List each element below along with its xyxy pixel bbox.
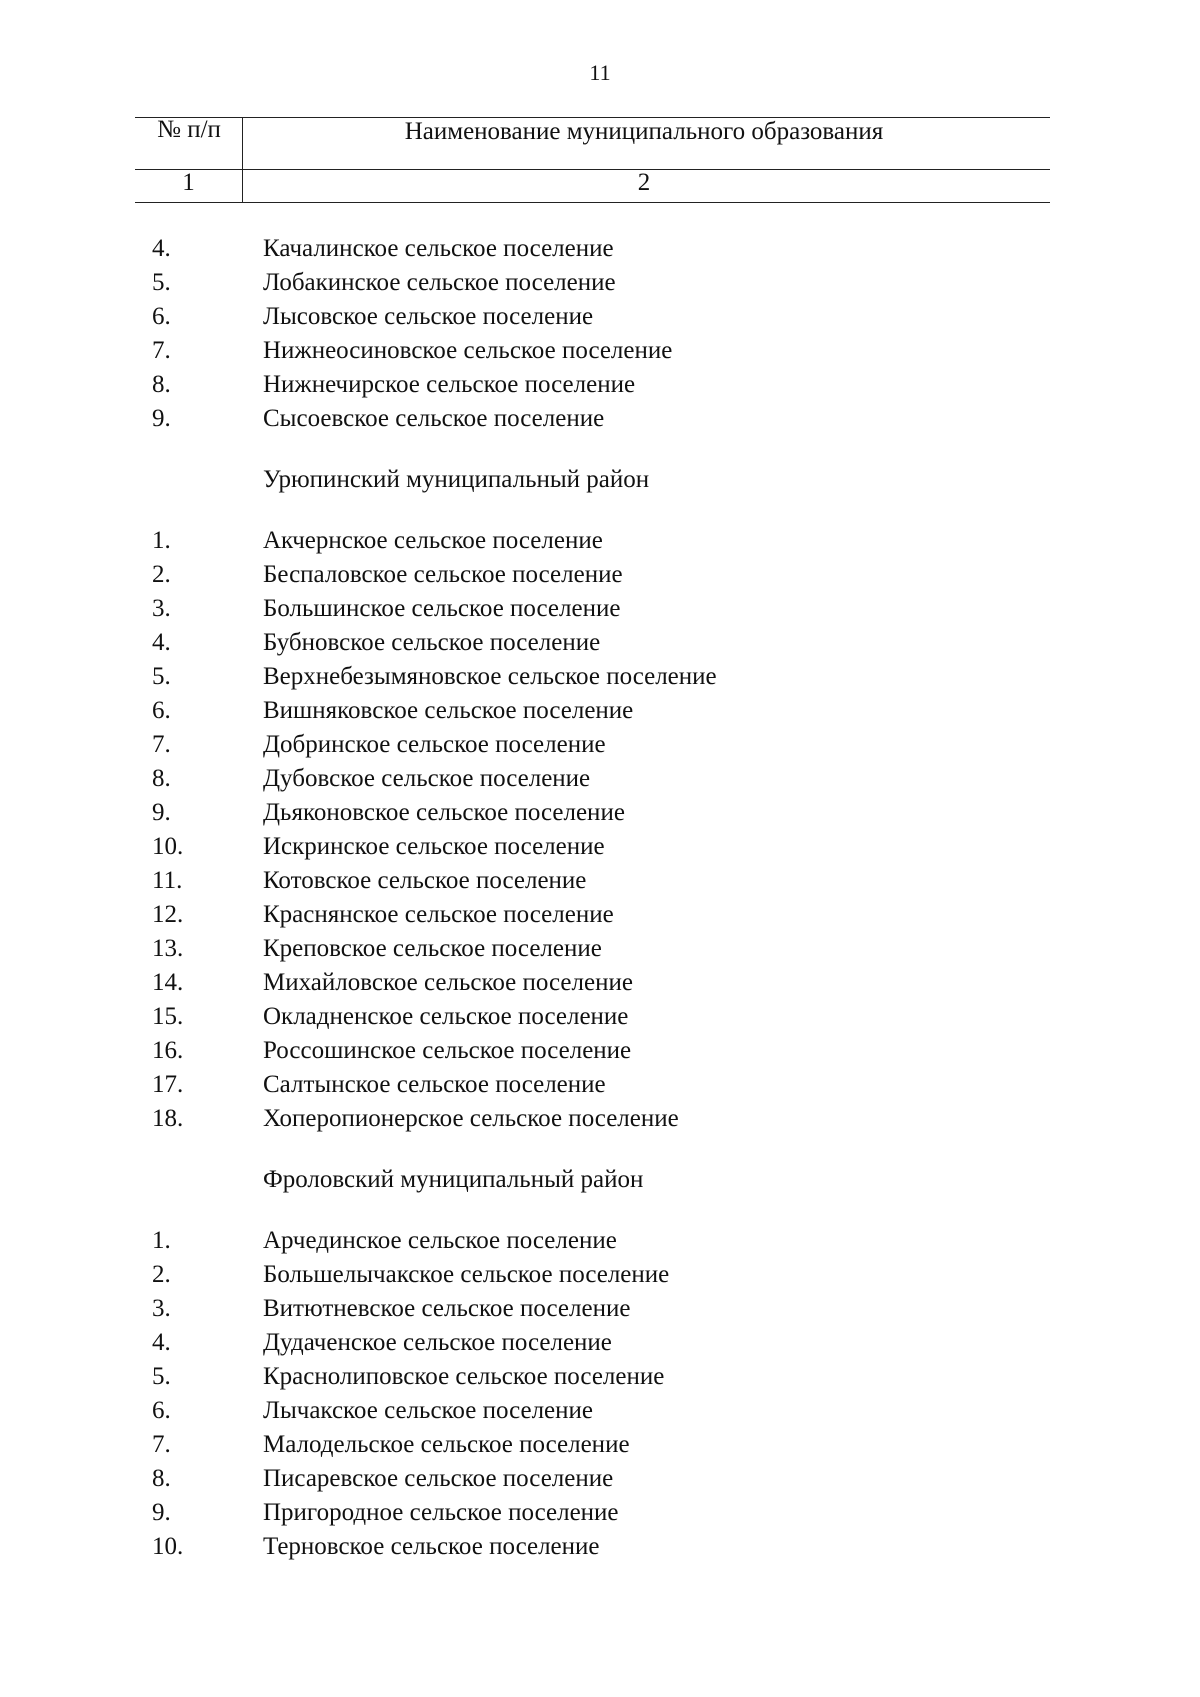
list-item: [0, 932, 1200, 966]
list-item: [0, 300, 1200, 334]
item-name: Вишняковское сельское поселение: [263, 697, 634, 724]
item-number: 7.: [152, 731, 171, 758]
item-number: 7.: [152, 337, 171, 364]
list-item: [0, 334, 1200, 368]
list-item: [0, 592, 1200, 626]
item-name: Терновское сельское поселение: [263, 1533, 600, 1560]
list-item: [0, 232, 1200, 266]
item-number: 2.: [152, 561, 171, 588]
list-item: [0, 1102, 1200, 1136]
section-frolovsky: [0, 1224, 1200, 1564]
list-item: [0, 524, 1200, 558]
section-title-uryupinsky: Урюпинский муниципальный район: [263, 466, 650, 493]
list-item: [0, 1496, 1200, 1530]
item-number: 2.: [152, 1261, 171, 1288]
list-item: [0, 1034, 1200, 1068]
item-name: Писаревское сельское поселение: [263, 1465, 614, 1492]
list-item: [0, 966, 1200, 1000]
item-name: Качалинское сельское поселение: [263, 235, 614, 262]
list-item: [0, 402, 1200, 436]
item-number: 11.: [152, 867, 183, 894]
item-number: 1.: [152, 1227, 171, 1254]
item-number: 14.: [152, 969, 184, 996]
item-name: Котовское сельское поселение: [263, 867, 587, 894]
item-name: Михайловское сельское поселение: [263, 969, 633, 996]
item-name: Малодельское сельское поселение: [263, 1431, 630, 1458]
item-name: Лобакинское сельское поселение: [263, 269, 616, 296]
item-name: Салтынское сельское поселение: [263, 1071, 606, 1098]
list-item: [0, 796, 1200, 830]
item-name: Россошинское сельское поселение: [263, 1037, 632, 1064]
item-number: 6.: [152, 1397, 171, 1424]
header-column-divider: [242, 117, 243, 202]
item-number: 1.: [152, 527, 171, 554]
item-name: Большелычакское сельское поселение: [263, 1261, 670, 1288]
item-name: Нижнечирское сельское поселение: [263, 371, 636, 398]
list-item: [0, 1530, 1200, 1564]
list-item: [0, 266, 1200, 300]
item-number: 12.: [152, 901, 184, 928]
item-number: 3.: [152, 595, 171, 622]
item-number: 8.: [152, 765, 171, 792]
item-number: 9.: [152, 1499, 171, 1526]
item-name: Лысовское сельское поселение: [263, 303, 594, 330]
list-item: [0, 1462, 1200, 1496]
item-name: Краснолиповское сельское поселение: [263, 1363, 665, 1390]
item-name: Беспаловское сельское поселение: [263, 561, 623, 588]
list-item: [0, 368, 1200, 402]
item-number: 9.: [152, 405, 171, 432]
item-name: Витютневское сельское поселение: [263, 1295, 631, 1322]
item-number: 6.: [152, 697, 171, 724]
header-middle-rule: [135, 169, 1050, 170]
section-uryupinsky: [0, 524, 1200, 1136]
list-item: [0, 660, 1200, 694]
item-name: Арчединское сельское поселение: [263, 1227, 617, 1254]
header-col1-index: 1: [182, 169, 195, 196]
item-number: 16.: [152, 1037, 184, 1064]
item-number: 18.: [152, 1105, 184, 1132]
item-name: Нижнеосиновское сельское поселение: [263, 337, 673, 364]
item-name: Краснянское сельское поселение: [263, 901, 614, 928]
item-name: Верхнебезымяновское сельское поселение: [263, 663, 717, 690]
item-name: Большинское сельское поселение: [263, 595, 621, 622]
item-name: Дудаченское сельское поселение: [263, 1329, 612, 1356]
header-col2-index: 2: [637, 169, 651, 196]
item-number: 4.: [152, 235, 171, 262]
list-item: [0, 1394, 1200, 1428]
header-name-label: Наименование муниципального образования: [404, 118, 884, 145]
item-number: 6.: [152, 303, 171, 330]
item-number: 8.: [152, 371, 171, 398]
item-number: 5.: [152, 269, 171, 296]
list-item: [0, 864, 1200, 898]
list-item: [0, 1360, 1200, 1394]
item-number: 4.: [152, 629, 171, 656]
settlement-list: [0, 232, 1200, 1564]
item-name: Дубовское сельское поселение: [263, 765, 591, 792]
continued-group: [0, 232, 1200, 436]
header-bottom-rule: [135, 202, 1050, 203]
item-number: 5.: [152, 1363, 171, 1390]
item-name: Лычакское сельское поселение: [263, 1397, 593, 1424]
header-num-label: № п/п: [157, 116, 221, 143]
list-item: [0, 626, 1200, 660]
list-item: [0, 1258, 1200, 1292]
page-number: 11: [589, 60, 611, 85]
list-item: [0, 830, 1200, 864]
list-item: [0, 1068, 1200, 1102]
list-item: [0, 694, 1200, 728]
section-title-frolovsky: Фроловский муниципальный район: [263, 1166, 644, 1193]
item-number: 13.: [152, 935, 184, 962]
item-name: Дьяконовское сельское поселение: [263, 799, 625, 826]
item-name: Искринское сельское поселение: [263, 833, 605, 860]
list-item: [0, 1326, 1200, 1360]
item-name: Добринское сельское поселение: [263, 731, 606, 758]
item-number: 9.: [152, 799, 171, 826]
item-number: 10.: [152, 833, 184, 860]
item-number: 7.: [152, 1431, 171, 1458]
item-number: 8.: [152, 1465, 171, 1492]
item-name: Бубновское сельское поселение: [263, 629, 601, 656]
item-name: Хоперопионерское сельское поселение: [263, 1105, 679, 1132]
list-item: [0, 1428, 1200, 1462]
item-number: 4.: [152, 1329, 171, 1356]
item-number: 3.: [152, 1295, 171, 1322]
item-name: Креповское сельское поселение: [263, 935, 602, 962]
list-item: [0, 1292, 1200, 1326]
item-name: Пригородное сельское поселение: [263, 1499, 619, 1526]
item-number: 15.: [152, 1003, 184, 1030]
list-item: [0, 728, 1200, 762]
list-item: [0, 762, 1200, 796]
list-item: [0, 898, 1200, 932]
list-item: [0, 1000, 1200, 1034]
item-number: 5.: [152, 663, 171, 690]
item-name: Акчернское сельское поселение: [263, 527, 603, 554]
list-item: [0, 558, 1200, 592]
item-name: Окладненское сельское поселение: [263, 1003, 629, 1030]
item-number: 10.: [152, 1533, 184, 1560]
item-number: 17.: [152, 1071, 184, 1098]
list-item: [0, 1224, 1200, 1258]
item-name: Сысоевское сельское поселение: [263, 405, 605, 432]
